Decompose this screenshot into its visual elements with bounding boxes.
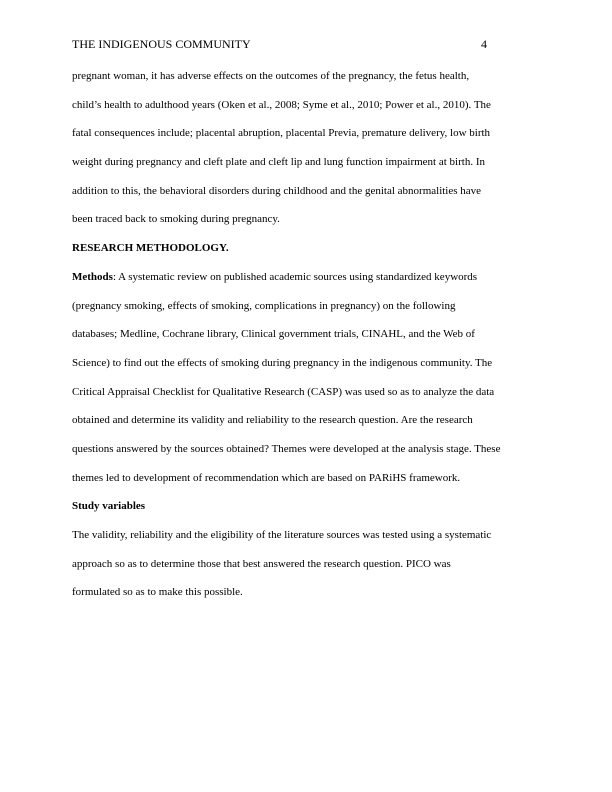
methods-first-line-text: : A systematic review on published academic sources using standardized keywords (112, 270, 478, 283)
text-line: themes led to development of recommendation which are based on PARiHS framework. (72, 471, 461, 484)
subheading: Study variables (72, 500, 146, 513)
paragraph-study-variables (72, 527, 542, 613)
text-line: approach so as to determine those that best answered the research question. PICO was (72, 557, 451, 570)
section-heading: RESEARCH METHODOLOGY. (72, 242, 229, 255)
page-number: 4 (481, 37, 487, 51)
text-line: questions answered by the sources obtained? Themes were developed at the analysis stage. These (72, 442, 501, 455)
text-line: formulated so as to make this possible. (72, 586, 243, 599)
text-line: been traced back to smoking during pregnancy. (72, 213, 280, 226)
text-line: Science) to find out the effects of smoking during pregnancy in the indigenous community. The (72, 356, 493, 369)
paragraph-methods (72, 269, 542, 499)
running-head: THE INDIGENOUS COMMUNITY (72, 37, 251, 51)
body-text (72, 68, 542, 613)
methods-label: Methods (72, 270, 113, 283)
text-line: weight during pregnancy and cleft plate and cleft lip and lung function impairment at birth. In (72, 156, 485, 169)
text-line: (pregnancy smoking, effects of smoking, complications in pregnancy) on the following (72, 299, 456, 312)
text-line: obtained and determine its validity and reliability to the research question. Are the research (72, 414, 473, 427)
text-line: fatal consequences include; placental abruption, placental Previa, premature delivery, low birth (72, 127, 491, 140)
text-line: addition to this, the behavioral disorders during childhood and the genital abnormalities have (72, 184, 482, 197)
methods-first-line (72, 269, 542, 298)
text-line: Critical Appraisal Checklist for Qualitative Research (CASP) was used so as to analyze the data (72, 385, 495, 398)
paragraph-intro (72, 68, 542, 240)
text-line: child’s health to adulthood years (Oken et al., 2008; Syme et al., 2010; Power et al., 2010). The (72, 98, 491, 111)
text-line: databases; Medline, Cochrane library, Clinical government trials, CINAHL, and the Web of (72, 328, 475, 341)
text-line: The validity, reliability and the eligibility of the literature sources was tested using a systematic (72, 529, 492, 541)
text-line: pregnant woman, it has adverse effects on the outcomes of the pregnancy, the fetus health, (72, 70, 470, 82)
